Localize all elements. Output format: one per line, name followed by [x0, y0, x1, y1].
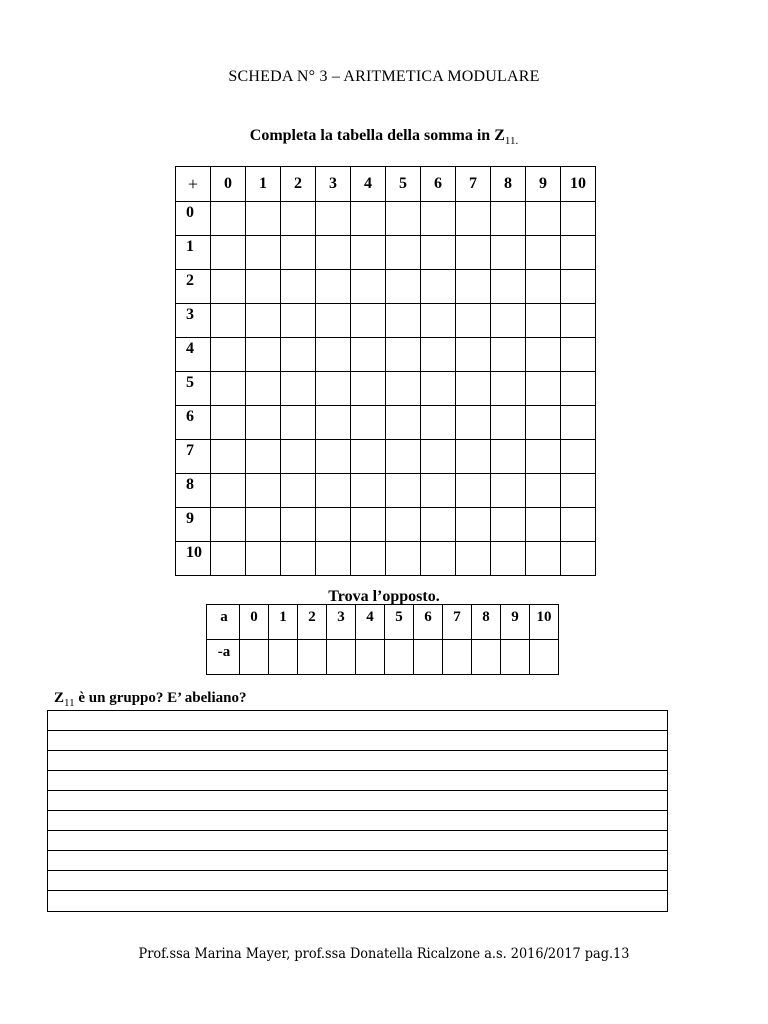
blank-sum-cell[interactable] — [246, 270, 281, 304]
opposite-title: Trova l’opposto. — [328, 588, 440, 605]
blank-sum-cell[interactable] — [561, 236, 596, 270]
blank-sum-cell[interactable] — [281, 406, 316, 440]
blank-sum-cell[interactable] — [281, 236, 316, 270]
blank-sum-cell[interactable] — [246, 406, 281, 440]
blank-sum-cell[interactable] — [351, 508, 386, 542]
value-cell: 4 — [356, 605, 385, 640]
blank-sum-cell[interactable] — [386, 508, 421, 542]
blank-sum-cell[interactable] — [351, 236, 386, 270]
blank-sum-cell[interactable] — [421, 508, 456, 542]
question-subscript: 11 — [64, 697, 75, 709]
value-cell: 8 — [472, 605, 501, 640]
blank-sum-cell[interactable] — [456, 202, 491, 236]
value-cell: 9 — [501, 605, 530, 640]
blank-sum-cell[interactable] — [491, 542, 526, 576]
blank-sum-cell[interactable] — [526, 270, 561, 304]
value-cell: 6 — [414, 605, 443, 640]
blank-sum-cell[interactable] — [211, 508, 246, 542]
blank-sum-cell[interactable] — [456, 338, 491, 372]
blank-sum-cell[interactable] — [351, 202, 386, 236]
answer-line[interactable] — [48, 791, 667, 811]
value-cell: 5 — [385, 605, 414, 640]
blank-sum-cell[interactable] — [561, 202, 596, 236]
answer-line[interactable] — [48, 831, 667, 851]
addition-table-row — [176, 202, 596, 236]
blank-sum-cell[interactable] — [281, 440, 316, 474]
blank-sum-cell[interactable] — [561, 270, 596, 304]
blank-sum-cell[interactable] — [351, 440, 386, 474]
blank-sum-cell[interactable] — [456, 406, 491, 440]
blank-sum-cell[interactable] — [561, 508, 596, 542]
blank-sum-cell[interactable] — [386, 474, 421, 508]
blank-sum-cell[interactable] — [491, 474, 526, 508]
blank-sum-cell[interactable] — [351, 372, 386, 406]
blank-sum-cell[interactable] — [421, 304, 456, 338]
blank-sum-cell[interactable] — [456, 372, 491, 406]
blank-opposite-cell[interactable] — [298, 640, 327, 675]
blank-sum-cell[interactable] — [246, 508, 281, 542]
blank-opposite-cell[interactable] — [472, 640, 501, 675]
blank-sum-cell[interactable] — [351, 406, 386, 440]
blank-sum-cell[interactable] — [211, 270, 246, 304]
blank-sum-cell[interactable] — [491, 202, 526, 236]
blank-sum-cell[interactable] — [351, 542, 386, 576]
blank-opposite-cell[interactable] — [356, 640, 385, 675]
value-cell: 1 — [269, 605, 298, 640]
blank-sum-cell[interactable] — [456, 508, 491, 542]
addition-table — [175, 166, 596, 576]
column-header-cell: 3 — [316, 167, 351, 202]
blank-sum-cell[interactable] — [316, 372, 351, 406]
blank-sum-cell[interactable] — [491, 338, 526, 372]
blank-sum-cell[interactable] — [456, 542, 491, 576]
blank-sum-cell[interactable] — [246, 202, 281, 236]
page-title: SCHEDA N° 3 – ARITMETICA MODULARE — [228, 68, 540, 85]
blank-sum-cell[interactable] — [246, 338, 281, 372]
blank-sum-cell[interactable] — [316, 474, 351, 508]
sum-instruction — [0, 127, 768, 147]
blank-sum-cell[interactable] — [526, 372, 561, 406]
blank-sum-cell[interactable] — [526, 304, 561, 338]
blank-sum-cell[interactable] — [281, 202, 316, 236]
blank-sum-cell[interactable] — [456, 304, 491, 338]
blank-sum-cell[interactable] — [246, 542, 281, 576]
blank-sum-cell[interactable] — [456, 474, 491, 508]
row-header-cell: 5 — [176, 372, 211, 406]
blank-sum-cell[interactable] — [211, 338, 246, 372]
sum-instruction-subscript: 11. — [504, 135, 519, 148]
blank-sum-cell[interactable] — [316, 304, 351, 338]
addition-table-row — [176, 508, 596, 542]
blank-sum-cell[interactable] — [526, 406, 561, 440]
blank-sum-cell[interactable] — [316, 440, 351, 474]
blank-sum-cell[interactable] — [281, 508, 316, 542]
blank-sum-cell[interactable] — [491, 440, 526, 474]
blank-sum-cell[interactable] — [491, 236, 526, 270]
blank-sum-cell[interactable] — [421, 440, 456, 474]
row-header-cell: 10 — [176, 542, 211, 576]
blank-sum-cell[interactable] — [211, 474, 246, 508]
blank-sum-cell[interactable] — [421, 474, 456, 508]
blank-sum-cell[interactable] — [386, 304, 421, 338]
blank-opposite-cell[interactable] — [327, 640, 356, 675]
column-header-cell: 5 — [386, 167, 421, 202]
row-header-cell: 1 — [176, 236, 211, 270]
blank-sum-cell[interactable] — [211, 406, 246, 440]
blank-sum-cell[interactable] — [421, 406, 456, 440]
operator-plus-cell: + — [176, 167, 211, 202]
blank-sum-cell[interactable] — [351, 304, 386, 338]
blank-opposite-cell[interactable] — [414, 640, 443, 675]
addition-table-row — [176, 338, 596, 372]
blank-opposite-cell[interactable] — [443, 640, 472, 675]
blank-sum-cell[interactable] — [281, 372, 316, 406]
blank-sum-cell[interactable] — [491, 372, 526, 406]
blank-sum-cell[interactable] — [351, 270, 386, 304]
column-header-cell: 9 — [526, 167, 561, 202]
blank-sum-cell[interactable] — [386, 202, 421, 236]
a-label-cell: a — [207, 605, 240, 640]
blank-sum-cell[interactable] — [526, 440, 561, 474]
blank-sum-cell[interactable] — [491, 406, 526, 440]
row-header-cell: 0 — [176, 202, 211, 236]
blank-sum-cell[interactable] — [421, 270, 456, 304]
page-footer: Prof.ssa Marina Mayer, prof.ssa Donatella Ricalzone a.s. 2016/2017 pag.13 — [138, 946, 630, 962]
blank-sum-cell[interactable] — [316, 338, 351, 372]
column-header-cell: 4 — [351, 167, 386, 202]
blank-sum-cell[interactable] — [386, 542, 421, 576]
addition-table-row — [176, 270, 596, 304]
blank-sum-cell[interactable] — [456, 236, 491, 270]
blank-sum-cell[interactable] — [491, 304, 526, 338]
blank-sum-cell[interactable] — [246, 236, 281, 270]
value-cell: 10 — [530, 605, 559, 640]
blank-sum-cell[interactable] — [281, 474, 316, 508]
addition-table-row — [176, 236, 596, 270]
blank-sum-cell[interactable] — [316, 270, 351, 304]
blank-opposite-cell[interactable] — [530, 640, 559, 675]
blank-sum-cell[interactable] — [421, 202, 456, 236]
blank-sum-cell[interactable] — [421, 338, 456, 372]
blank-sum-cell[interactable] — [316, 542, 351, 576]
column-header-cell: 2 — [281, 167, 316, 202]
blank-sum-cell[interactable] — [386, 440, 421, 474]
blank-sum-cell[interactable] — [456, 440, 491, 474]
row-header-cell: 7 — [176, 440, 211, 474]
column-header-cell: 0 — [211, 167, 246, 202]
blank-sum-cell[interactable] — [246, 372, 281, 406]
blank-sum-cell[interactable] — [421, 236, 456, 270]
row-header-cell: 8 — [176, 474, 211, 508]
blank-sum-cell[interactable] — [386, 236, 421, 270]
blank-opposite-cell[interactable] — [501, 640, 530, 675]
blank-sum-cell[interactable] — [561, 474, 596, 508]
column-header-cell: 8 — [491, 167, 526, 202]
blank-sum-cell[interactable] — [246, 440, 281, 474]
opposite-answers-row — [207, 640, 559, 675]
blank-sum-cell[interactable] — [386, 270, 421, 304]
opposite-table — [206, 604, 559, 675]
answer-line[interactable] — [48, 871, 667, 891]
blank-sum-cell[interactable] — [281, 270, 316, 304]
blank-sum-cell[interactable] — [526, 542, 561, 576]
blank-sum-cell[interactable] — [561, 542, 596, 576]
blank-sum-cell[interactable] — [281, 542, 316, 576]
blank-sum-cell[interactable] — [421, 372, 456, 406]
row-header-cell: 6 — [176, 406, 211, 440]
blank-sum-cell[interactable] — [491, 508, 526, 542]
blank-sum-cell[interactable] — [526, 202, 561, 236]
blank-opposite-cell[interactable] — [269, 640, 298, 675]
blank-sum-cell[interactable] — [386, 372, 421, 406]
blank-sum-cell[interactable] — [526, 508, 561, 542]
question-text: è un gruppo? E’ abeliano? — [74, 690, 247, 706]
row-header-cell: 9 — [176, 508, 211, 542]
blank-sum-cell[interactable] — [526, 236, 561, 270]
blank-sum-cell[interactable] — [211, 440, 246, 474]
answer-lines-box — [47, 710, 668, 912]
answer-line[interactable] — [48, 731, 667, 751]
value-cell: 0 — [240, 605, 269, 640]
blank-sum-cell[interactable] — [316, 236, 351, 270]
answer-line[interactable] — [48, 711, 667, 731]
addition-table-row — [176, 440, 596, 474]
blank-sum-cell[interactable] — [351, 338, 386, 372]
answer-line[interactable] — [48, 771, 667, 791]
blank-sum-cell[interactable] — [211, 372, 246, 406]
blank-sum-cell[interactable] — [526, 474, 561, 508]
column-header-cell: 1 — [246, 167, 281, 202]
blank-sum-cell[interactable] — [211, 542, 246, 576]
blank-sum-cell[interactable] — [211, 304, 246, 338]
blank-sum-cell[interactable] — [351, 474, 386, 508]
addition-table-row — [176, 474, 596, 508]
blank-sum-cell[interactable] — [281, 304, 316, 338]
blank-sum-cell[interactable] — [561, 440, 596, 474]
blank-opposite-cell[interactable] — [385, 640, 414, 675]
blank-sum-cell[interactable] — [561, 304, 596, 338]
blank-sum-cell[interactable] — [316, 508, 351, 542]
addition-table-header-row — [176, 167, 596, 202]
blank-sum-cell[interactable] — [456, 270, 491, 304]
blank-sum-cell[interactable] — [316, 406, 351, 440]
answer-line[interactable] — [48, 891, 667, 911]
row-header-cell: 4 — [176, 338, 211, 372]
sum-instruction-text: Completa la tabella della somma in Z — [249, 127, 505, 144]
question-prefix: Z — [54, 690, 65, 706]
answer-line[interactable] — [48, 811, 667, 831]
value-cell: 7 — [443, 605, 472, 640]
blank-sum-cell[interactable] — [561, 372, 596, 406]
blank-sum-cell[interactable] — [316, 202, 351, 236]
blank-sum-cell[interactable] — [561, 338, 596, 372]
blank-sum-cell[interactable] — [211, 236, 246, 270]
group-question — [54, 690, 246, 709]
row-header-cell: 2 — [176, 270, 211, 304]
column-header-cell: 10 — [561, 167, 596, 202]
blank-sum-cell[interactable] — [421, 542, 456, 576]
answer-line[interactable] — [48, 851, 667, 871]
value-cell: 2 — [298, 605, 327, 640]
minus-a-label-cell: -a — [207, 640, 240, 675]
blank-sum-cell[interactable] — [526, 338, 561, 372]
addition-table-row — [176, 372, 596, 406]
blank-sum-cell[interactable] — [386, 338, 421, 372]
blank-sum-cell[interactable] — [281, 338, 316, 372]
addition-table-row — [176, 406, 596, 440]
blank-sum-cell[interactable] — [246, 304, 281, 338]
blank-sum-cell[interactable] — [561, 406, 596, 440]
blank-sum-cell[interactable] — [491, 270, 526, 304]
opposite-values-row — [207, 605, 559, 640]
blank-sum-cell[interactable] — [246, 474, 281, 508]
blank-sum-cell[interactable] — [386, 406, 421, 440]
answer-line[interactable] — [48, 751, 667, 771]
blank-sum-cell[interactable] — [211, 202, 246, 236]
addition-table-row — [176, 542, 596, 576]
column-header-cell: 7 — [456, 167, 491, 202]
value-cell: 3 — [327, 605, 356, 640]
row-header-cell: 3 — [176, 304, 211, 338]
column-header-cell: 6 — [421, 167, 456, 202]
addition-table-row — [176, 304, 596, 338]
blank-opposite-cell[interactable] — [240, 640, 269, 675]
